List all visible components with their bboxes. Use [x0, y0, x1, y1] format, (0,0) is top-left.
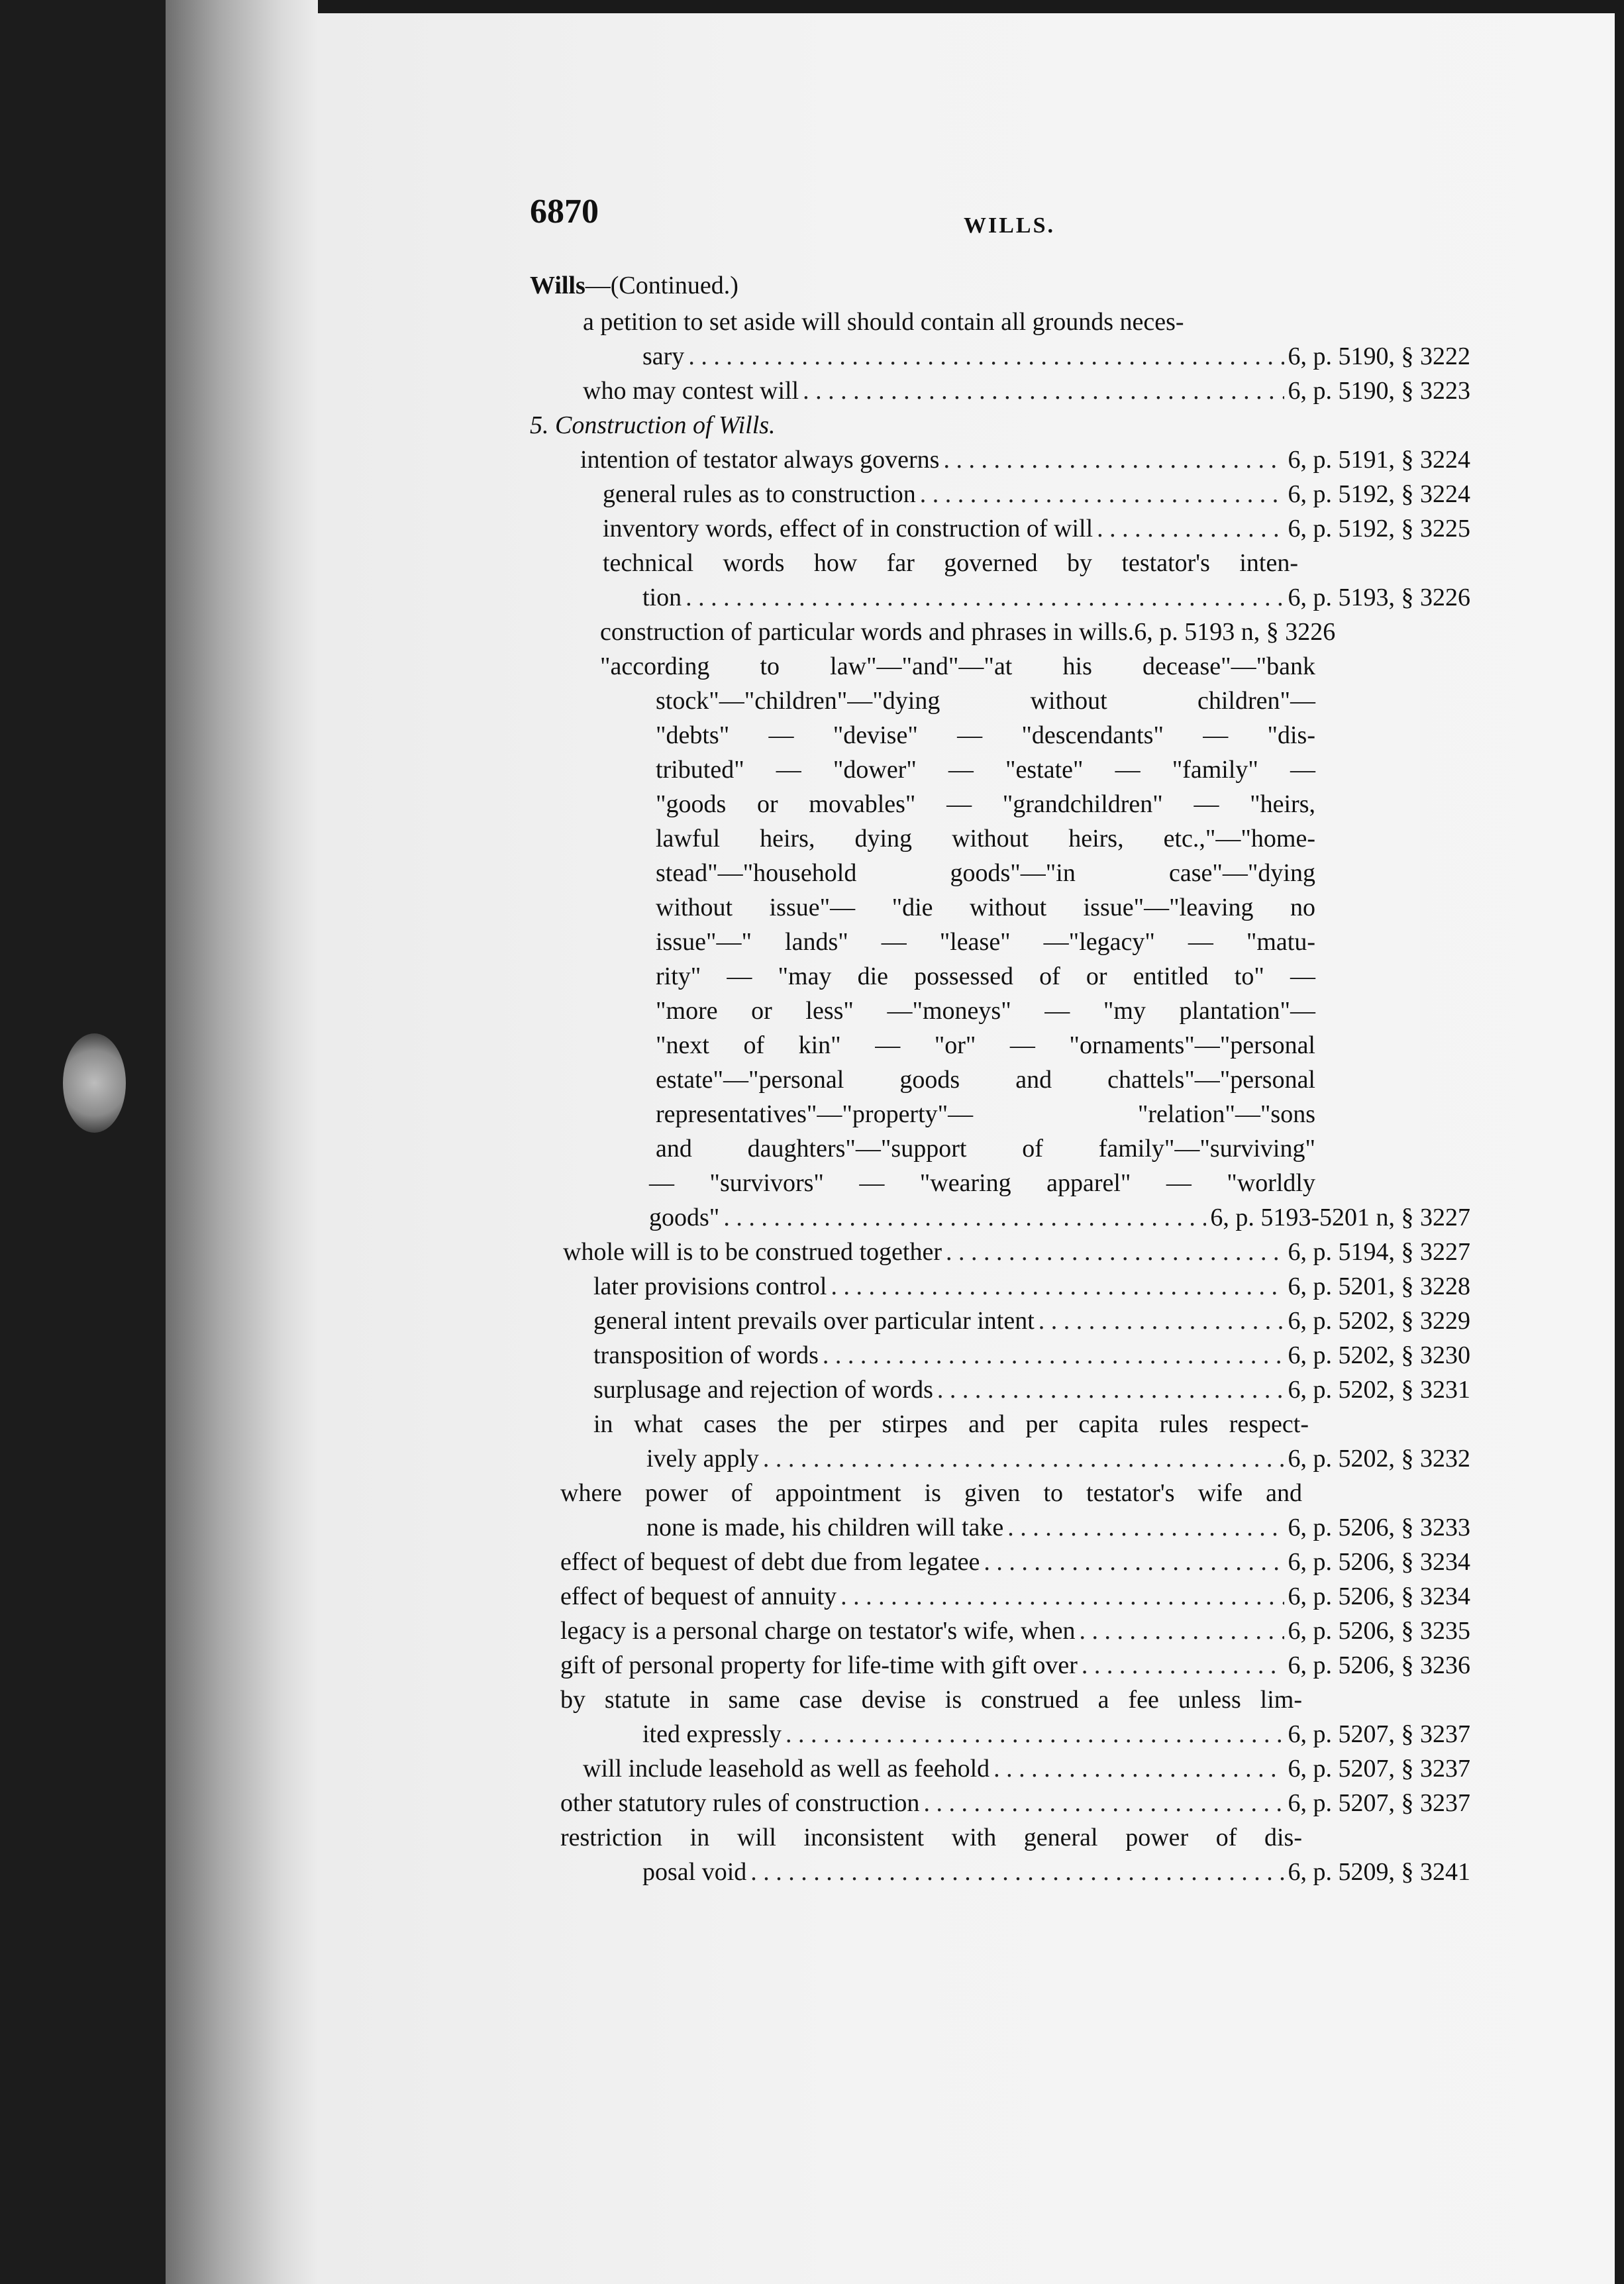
- index-entry: [603, 511, 1470, 546]
- entry-ref: 6, p. 5207, § 3237: [1288, 1789, 1470, 1817]
- page-gutter-shadow: [166, 0, 318, 2284]
- entry-ref: 6, p. 5194, § 3227: [1288, 1238, 1470, 1266]
- dot-leader: [1079, 1614, 1284, 1648]
- dot-leader: [943, 442, 1284, 477]
- dot-leader: [937, 1373, 1284, 1407]
- dot-leader: [1097, 511, 1284, 546]
- dot-leader: [946, 1235, 1284, 1269]
- index-entry: [560, 1648, 1470, 1683]
- index-entry: [642, 580, 1470, 615]
- entry-text: "according to law"—"and"—"at his decease"—"bank: [600, 652, 1315, 680]
- quoted-terms-line: [600, 649, 1315, 684]
- quoted-terms-line: [656, 959, 1315, 994]
- index-entry: [583, 1751, 1470, 1786]
- dot-leader: [1039, 1304, 1284, 1338]
- index-entry: [593, 1304, 1470, 1338]
- index-entry: [593, 1269, 1470, 1304]
- entry-text: effect of bequest of annuity: [560, 1583, 837, 1610]
- entry-ref: 6, p. 5206, § 3235: [1288, 1617, 1470, 1645]
- entry-text: where power of appointment is given to testator's wife and: [560, 1479, 1302, 1507]
- entry-text: who may contest will: [583, 377, 799, 405]
- entry-text: ited expressly: [642, 1720, 782, 1748]
- entry-ref: 6, p. 5190, § 3223: [1288, 377, 1470, 405]
- index-entry: [603, 477, 1470, 511]
- dot-leader: [750, 1855, 1284, 1889]
- index-entry: [649, 1200, 1470, 1235]
- entry-text: "next of kin" — "or" — "ornaments"—"personal: [656, 1031, 1315, 1059]
- index-entry: [560, 1476, 1302, 1510]
- entry-text: general intent prevails over particular intent: [593, 1307, 1035, 1335]
- dot-leader: [1082, 1648, 1284, 1683]
- entry-ref: 6, p. 5191, § 3224: [1288, 446, 1470, 474]
- entry-text: whole will is to be construed together: [563, 1238, 942, 1266]
- entry-text: representatives"—"property"— "relation"—"sons: [656, 1100, 1315, 1128]
- entry-text: "more or less" —"moneys" — "my plantation"—: [656, 997, 1315, 1025]
- dot-leader: [993, 1751, 1284, 1786]
- index-entry: [560, 1820, 1302, 1855]
- entry-text: none is made, his children will take: [646, 1514, 1004, 1541]
- dot-leader: [803, 374, 1284, 408]
- entry-text: construction of particular words and phrases in wills.6, p. 5193 n, § 3226: [600, 618, 1336, 646]
- entry-text: goods": [649, 1204, 720, 1231]
- entry-text: stock"—"children"—"dying without children"—: [656, 687, 1315, 715]
- section-heading: [530, 268, 1470, 303]
- index-entry: [603, 546, 1298, 580]
- index-entry: [642, 1855, 1470, 1889]
- entry-text: effect of bequest of debt due from legatee: [560, 1548, 980, 1576]
- entry-text: by statute in same case devise is construed a fee unless lim-: [560, 1686, 1302, 1714]
- page-number: 6870: [530, 193, 599, 231]
- quoted-terms-line: [656, 994, 1315, 1028]
- entry-text: tributed" — "dower" — "estate" — "family" —: [656, 756, 1315, 784]
- entry-ref: 6, p. 5202, § 3231: [1288, 1376, 1470, 1404]
- entry-text: restriction in will inconsistent with general power of dis-: [560, 1824, 1302, 1851]
- quoted-terms-line: [656, 718, 1315, 753]
- quoted-terms-line: [656, 856, 1315, 890]
- dot-leader: [763, 1441, 1284, 1476]
- entry-text: gift of personal property for life-time with gift over: [560, 1651, 1078, 1679]
- entry-ref: 6, p. 5193, § 3226: [1288, 584, 1470, 611]
- entry-ref: 6, p. 5202, § 3232: [1288, 1445, 1470, 1473]
- index-entry: [642, 339, 1470, 374]
- entry-text: a petition to set aside will should contain all grounds neces-: [583, 308, 1184, 336]
- entry-text: issue"—" lands" — "lease" —"legacy" — "matu-: [656, 928, 1315, 956]
- index-entry: [583, 305, 1470, 339]
- entry-text: intention of testator always governs: [580, 446, 940, 474]
- entry-text: without issue"— "die without issue"—"leaving no: [656, 894, 1315, 921]
- entry-text: estate"—"personal goods and chattels"—"personal: [656, 1066, 1315, 1094]
- index-entry: [593, 1338, 1470, 1373]
- book-spine: [0, 0, 172, 2284]
- dot-leader: [823, 1338, 1284, 1373]
- quoted-terms-line: [656, 890, 1315, 925]
- entry-text: technical words how far governed by testator's inten-: [603, 549, 1298, 577]
- quoted-terms-line: [656, 684, 1315, 718]
- index-entry: [560, 1786, 1470, 1820]
- dot-leader: [786, 1717, 1284, 1751]
- entry-text: posal void: [642, 1858, 747, 1886]
- quoted-terms-line: [656, 1131, 1315, 1166]
- entry-ref: 6, p. 5206, § 3233: [1288, 1514, 1470, 1541]
- entry-ref: 6, p. 5201, § 3228: [1288, 1272, 1470, 1300]
- entry-ref: 6, p. 5202, § 3230: [1288, 1341, 1470, 1369]
- entry-ref: 6, p. 5193-5201 n, § 3227: [1210, 1204, 1470, 1231]
- entry-text: stead"—"household goods"—"in case"—"dying: [656, 859, 1315, 887]
- quoted-terms-line: [656, 1097, 1315, 1131]
- entry-ref: 6, p. 5192, § 3225: [1288, 515, 1470, 543]
- section-heading-title: Wills: [530, 272, 585, 299]
- index-entry: [580, 442, 1470, 477]
- quoted-terms-line: [656, 1063, 1315, 1097]
- dot-leader: [1007, 1510, 1284, 1545]
- entry-text: tion: [642, 584, 682, 611]
- entry-text: inventory words, effect of in construction of will: [603, 515, 1093, 543]
- dot-leader: [840, 1579, 1284, 1614]
- entry-text: later provisions control: [593, 1272, 827, 1300]
- subsection-heading: [530, 408, 1417, 442]
- index-entry: [563, 1235, 1470, 1269]
- scan-right-border: [1615, 0, 1624, 2284]
- index-entry: [646, 1441, 1470, 1476]
- entry-ref: 6, p. 5209, § 3241: [1288, 1858, 1470, 1886]
- entry-text: surplusage and rejection of words: [593, 1376, 933, 1404]
- entry-text: rity" — "may die possessed of or entitled to" —: [656, 962, 1315, 990]
- entry-text: will include leasehold as well as feehold: [583, 1755, 990, 1783]
- index-entry: [593, 1373, 1470, 1407]
- dot-leader: [723, 1200, 1206, 1235]
- quoted-terms-line: [649, 1166, 1315, 1200]
- dot-leader: [685, 580, 1284, 615]
- entry-text: in what cases the per stirpes and per capita rules respect-: [593, 1410, 1309, 1438]
- dot-leader: [688, 339, 1284, 374]
- index-entry: [560, 1614, 1470, 1648]
- quoted-terms-line: [656, 821, 1315, 856]
- entry-text: ively apply: [646, 1445, 759, 1473]
- index-entry: [583, 374, 1470, 408]
- running-head: WILLS.: [964, 213, 1055, 238]
- entry-ref: 6, p. 5207, § 3237: [1288, 1720, 1470, 1748]
- entry-text: lawful heirs, dying without heirs, etc.,"—"home-: [656, 825, 1315, 853]
- quoted-terms-line: [656, 1028, 1315, 1063]
- index-entry: [600, 615, 1470, 649]
- page-header: [530, 192, 1470, 245]
- dot-leader: [923, 1786, 1284, 1820]
- index-entry: [642, 1717, 1470, 1751]
- entry-ref: 6, p. 5206, § 3234: [1288, 1548, 1470, 1576]
- entry-text: other statutory rules of construction: [560, 1789, 920, 1817]
- index-entry: [560, 1579, 1470, 1614]
- section-heading-suffix: —(Continued.): [585, 272, 738, 299]
- entry-text: general rules as to construction: [603, 480, 916, 508]
- entry-text: 5. Construction of Wills.: [530, 411, 776, 439]
- quoted-terms-line: [656, 753, 1315, 787]
- entry-ref: 6, p. 5192, § 3224: [1288, 480, 1470, 508]
- index-entry: [560, 1545, 1470, 1579]
- quoted-terms-line: [656, 925, 1315, 959]
- dot-leader: [920, 477, 1284, 511]
- entry-ref: 6, p. 5190, § 3222: [1288, 342, 1470, 370]
- entry-text: legacy is a personal charge on testator's wife, when: [560, 1617, 1076, 1645]
- entry-ref: 6, p. 5206, § 3234: [1288, 1583, 1470, 1610]
- dot-leader: [984, 1545, 1284, 1579]
- dot-leader: [831, 1269, 1284, 1304]
- index-entry: [646, 1510, 1470, 1545]
- entry-ref: 6, p. 5206, § 3236: [1288, 1651, 1470, 1679]
- quoted-terms-line: [656, 787, 1315, 821]
- page-stain: [63, 1033, 126, 1133]
- entry-text: transposition of words: [593, 1341, 819, 1369]
- index-entry: [560, 1683, 1302, 1717]
- entry-ref: 6, p. 5202, § 3229: [1288, 1307, 1470, 1335]
- entry-text: "goods or movables" — "grandchildren" — "heirs,: [656, 790, 1315, 818]
- index-entry: [593, 1407, 1309, 1441]
- entry-ref: 6, p. 5207, § 3237: [1288, 1755, 1470, 1783]
- entry-text: sary: [642, 342, 685, 370]
- entry-text: — "survivors" — "wearing apparel" — "worldly: [649, 1169, 1315, 1197]
- entry-text: and daughters"—"support of family"—"surviving": [656, 1135, 1315, 1163]
- entry-text: "debts" — "devise" — "descendants" — "dis-: [656, 721, 1315, 749]
